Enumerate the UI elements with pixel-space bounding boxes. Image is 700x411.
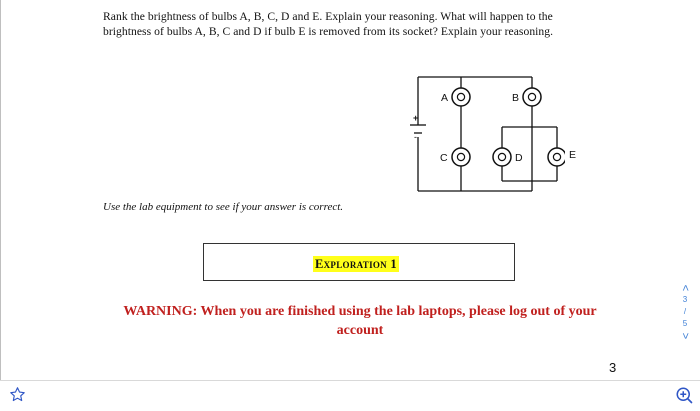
current-page: 3 [682, 295, 688, 304]
label-e-text: E [569, 149, 577, 161]
label-d: D [515, 152, 523, 164]
label-b: B [512, 92, 520, 104]
bulb-c [452, 148, 470, 166]
question-line-2: brightness of bulbs A, B, C and D if bulb E is removed from its socket? Explain your reasoning. [103, 25, 554, 38]
star-icon [9, 386, 26, 403]
bulb-a [452, 88, 470, 106]
bulb-d [493, 148, 511, 166]
bookmark-star-button[interactable] [9, 386, 26, 408]
bottom-toolbar [0, 380, 700, 411]
page-navigator [678, 282, 692, 342]
label-a: A [441, 92, 449, 104]
question-text [103, 9, 603, 39]
bulb-b [523, 88, 541, 106]
page-separator: / [683, 307, 687, 316]
previous-page-button[interactable]: < [679, 284, 691, 292]
circuit-diagram [395, 75, 565, 197]
page-number: 3 [609, 360, 617, 375]
zoom-in-button[interactable] [675, 386, 693, 409]
battery-plus-label: + [413, 113, 419, 123]
zoom-in-icon [675, 386, 693, 404]
next-page-button[interactable]: > [679, 332, 691, 340]
label-c: C [440, 152, 448, 164]
exploration-label: Exploration 1 [315, 257, 397, 271]
bulb-e [548, 148, 565, 166]
logout-warning: WARNING: When you are finished using the lab laptops, please log out of your account [123, 304, 597, 338]
lab-hint: Use the lab equipment to see if your answer is correct. [103, 201, 344, 213]
left-gutter-line [0, 0, 1, 380]
total-pages: 5 [682, 319, 688, 328]
battery-minus-label: - [414, 132, 417, 142]
question-line-1: Rank the brightness of bulbs A, B, C, D and E. Explain your reasoning. What will happen to the [103, 10, 553, 23]
